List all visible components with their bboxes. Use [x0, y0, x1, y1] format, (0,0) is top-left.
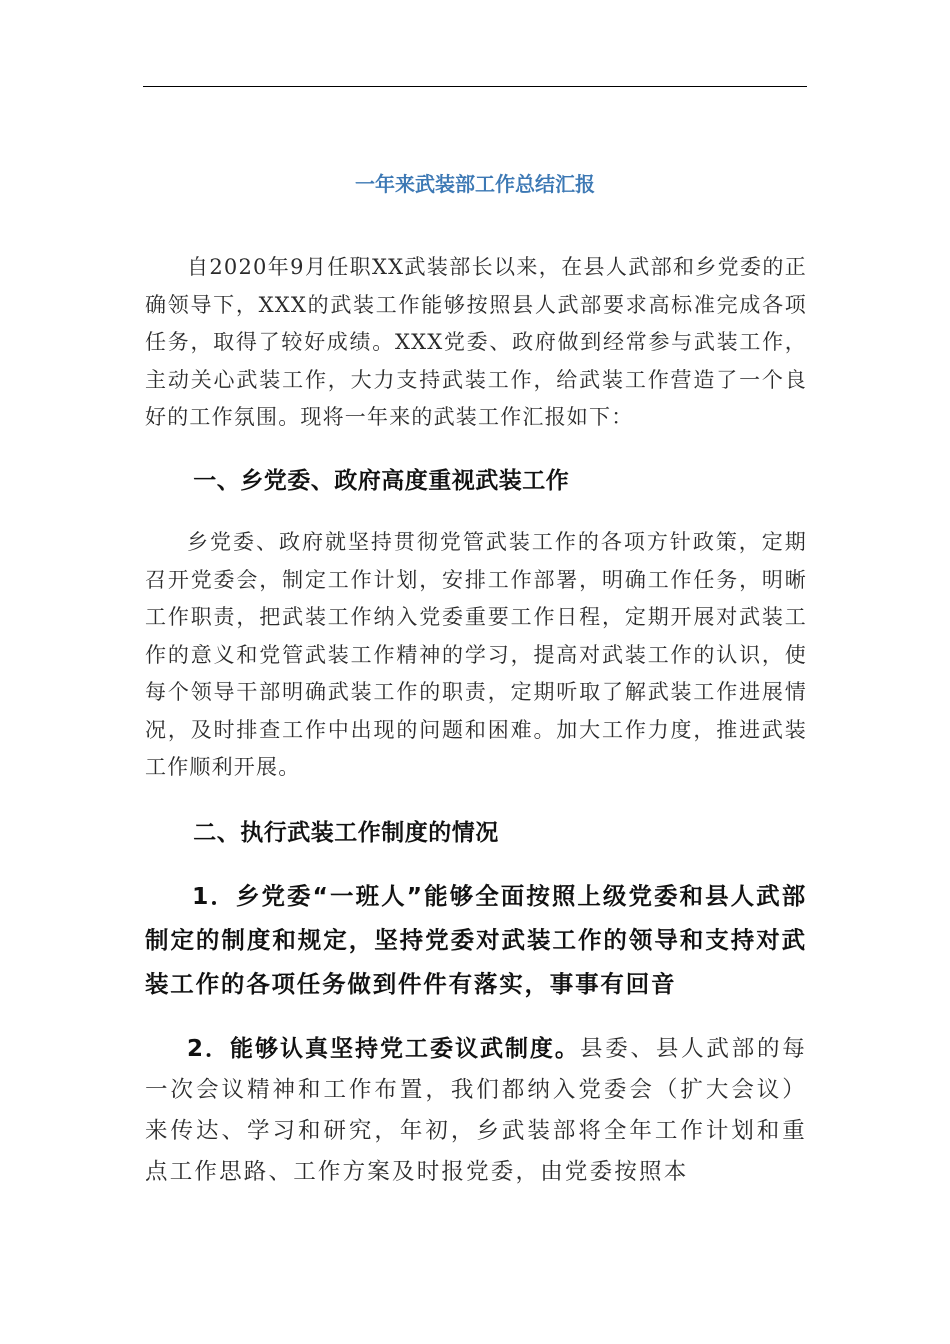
document-title: 一年来武装部工作总结汇报 — [355, 172, 595, 196]
header-rule — [143, 86, 807, 87]
section-2-heading: 二、执行武装工作制度的情况 — [193, 820, 499, 846]
section-2-item-2 — [145, 1029, 807, 1193]
section-1-paragraph: 乡党委、政府就坚持贯彻党管武装工作的各项方针政策，定期召开党委会，制定工作计划，安排工作部署，明确工作任务，明晰工作职责，把武装工作纳入党委重要工作日程，定期开展对武装工作的意义和党管武装工作精神的学习，提高对武装工作的认识，使每个领导干部明确武装工作的职责，定期听取了解武装工作进展情况，及时排查工作中出现的问题和困难。加大工作力度，推进武装工作顺利开展。 — [145, 530, 807, 779]
section-2-item-1: 1．乡党委“一班人”能够全面按照上级党委和县人武部制定的制度和规定，坚持党委对武装工作的领导和支持对武装工作的各项任务做到件件有落实，事事有回音 — [145, 882, 807, 998]
section-2-item-2-lead: 2．能够认真坚持党工委议武制度。 — [187, 1036, 580, 1062]
section-2-item-2-text: 县委、县人武部的每一次会议精神和工作布置，我们都纳入党委会（扩大会议）来传达、学习和研究，年初，乡武装部将全年工作计划和重点工作思路、工作方案及时报党委，由党委按照本 — [145, 1036, 807, 1185]
section-1-heading: 一、乡党委、政府高度重视武装工作 — [193, 468, 570, 494]
intro-paragraph: 自2020年9月任职XX武装部长以来，在县人武部和乡党委的正确领导下，XXX的武装工作能够按照县人武部要求高标准完成各项任务，取得了较好成绩。XXX党委、政府做到经常参与武装工作，主动关心武装工作，大力支持武装工作，给武装工作营造了一个良好的工作氛围。现将一年来的武装工作汇报如下： — [145, 255, 807, 429]
